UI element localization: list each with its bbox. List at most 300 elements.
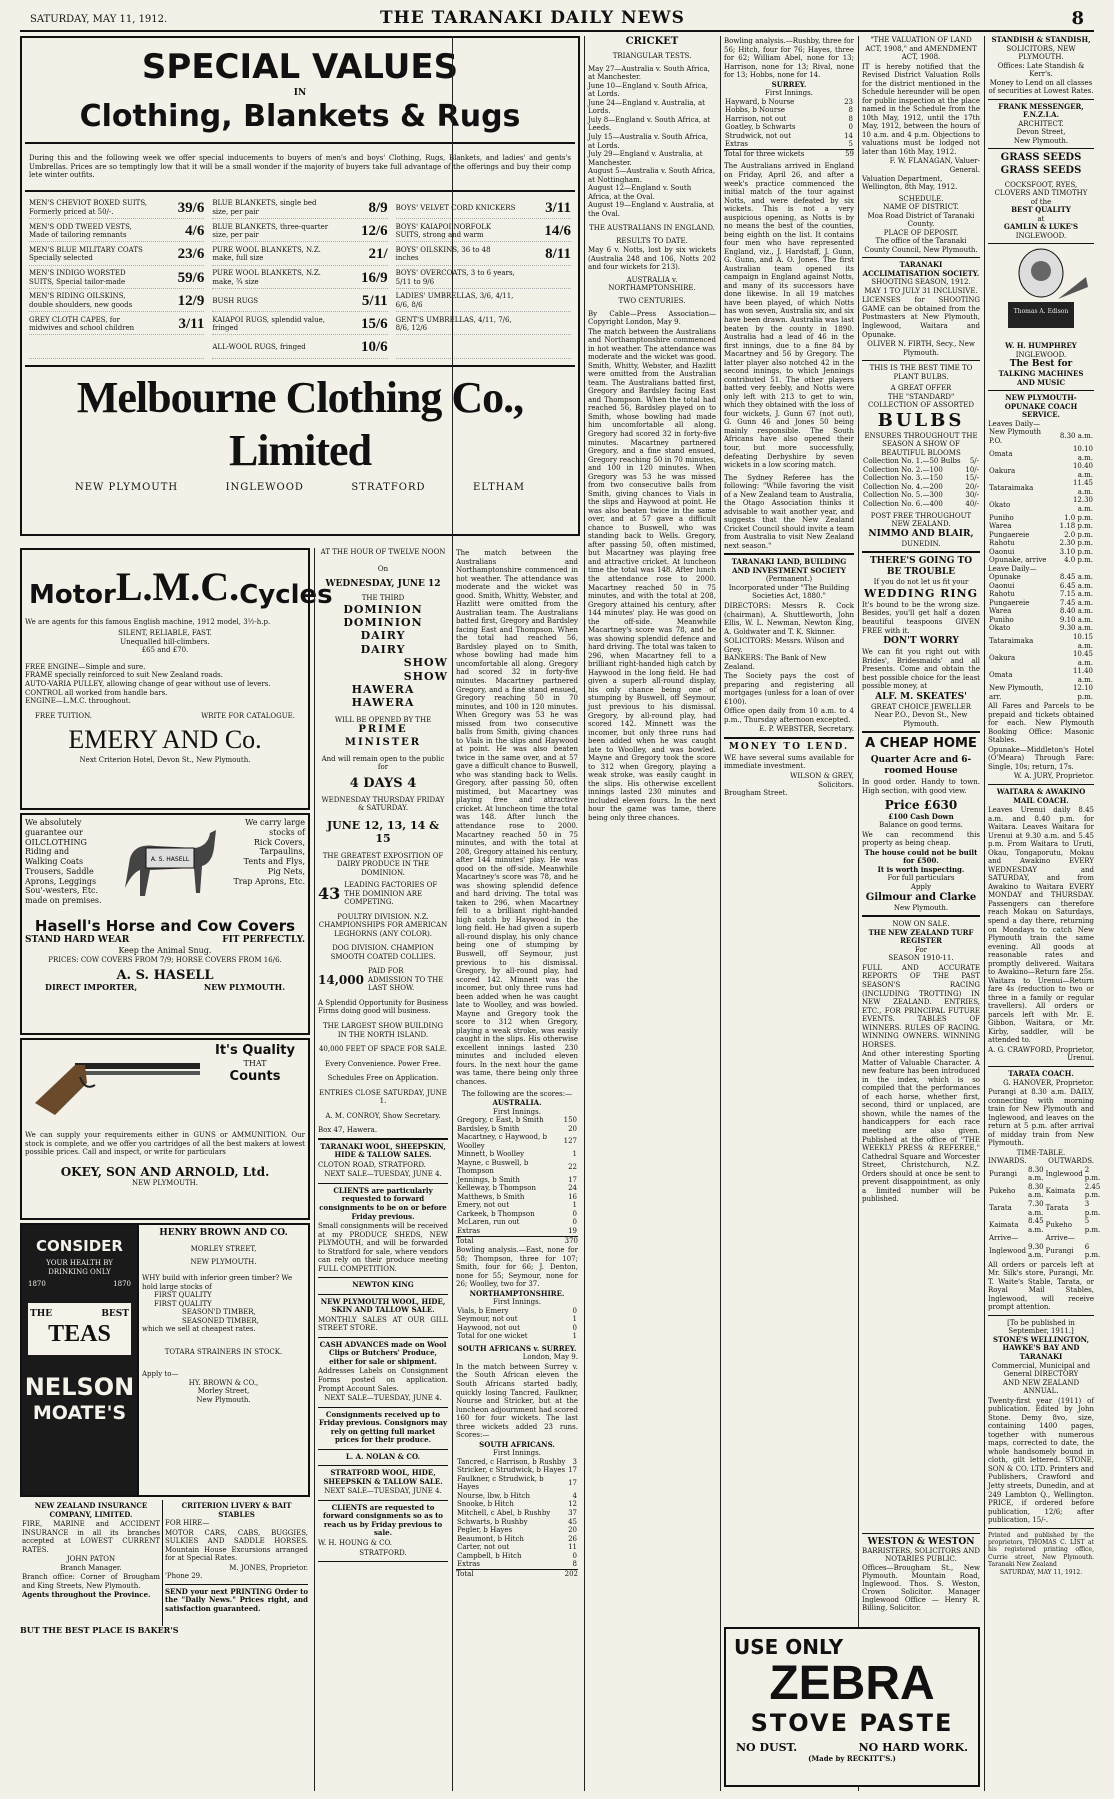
score-row: [724, 132, 854, 141]
bulbs-lead: THIS IS THE BEST TIME TO PLANT BULBS.: [869, 364, 973, 381]
tarata-cell: Purangi: [1045, 1246, 1074, 1255]
price-list-item: [396, 221, 571, 242]
item-name: BOYS' VELVET CORD KNICKERS: [395, 203, 516, 212]
score-row: [988, 522, 1094, 531]
batsman: Oakura: [989, 654, 1016, 663]
score-row: [456, 1500, 578, 1509]
dairy-entries: ENTRIES CLOSE SATURDAY, JUNE 1.: [319, 1088, 447, 1106]
runs: 127: [563, 1137, 577, 1146]
hasell-town: NEW PLYMOUTH.: [203, 982, 285, 993]
fixture-item: May 27—Australia v. South Africa, at Manchester.: [588, 64, 710, 82]
batsman: Minnett, b Woolley: [457, 1150, 525, 1159]
batsman: Oaonui: [989, 547, 1015, 556]
score-row: [456, 1218, 578, 1227]
batsman: Jennings, b Smith: [457, 1175, 520, 1184]
runs: 17: [568, 1466, 577, 1475]
score-row: [988, 514, 1094, 523]
item-price: 16/9: [360, 269, 388, 286]
acclim-season: SHOOTING SEASON, 1912.: [871, 278, 971, 287]
australia-total-label: Total: [456, 1236, 474, 1245]
runs: 2.30 p.m.: [1059, 539, 1093, 548]
standish-money: Money to Lend on all classes of securities at Lowest Rates.: [988, 78, 1094, 96]
cricket-sa-team: SOUTH AFRICANS.: [479, 1439, 555, 1449]
price-list-item: [396, 268, 571, 289]
score-row: [988, 556, 1094, 565]
score-row: [988, 479, 1094, 496]
awakino-text: Leaves Urenui daily 8.45 a.m. and 8.40 p.m. for Waitara. Leaves Waitara for Urenui at 9.30 a.m. and 5.45 p.m. From Waitara to Uruti, Okau, Tongaporutu, Mokau and Awakino EVERY WEDNESDAY and SATURDAY, and from Awakino to Waitara EVERY MONDAY and THURSDAY. Passengers can therefore reach Mokau on Saturdays, spend a day there, returning on Mondays to catch New Plymouth train the same evening. All goods at reasonable rates and promptly delivered. Waitara to Awakino—Return fare 25s. Waitara to Urenui—Return fare 4s (reduction to two or three in a family or regular travellers). All orders or parcels left with Mr. E. Gibbon, Waitara, or Mr. Kirby, saddler, will be attended to.: [988, 806, 1094, 1045]
bulbs-post: POST FREE THROUGHOUT NEW ZEALAND.: [870, 511, 972, 529]
home-apply: For full particulars: [887, 874, 955, 883]
runs: 1.0 p.m.: [1064, 513, 1093, 522]
fixture-item: August 5—Australia v. South Africa, at Nottingham.: [588, 167, 716, 184]
sydney-referee-note: The Sydney Referee has the following: "While favoring the visit of a New Zealand team to Australia, the Otago Association thinks it advisable to wait another year, and suggests that the New Zealand Cricket Council should invite a team from Australia to visit New Zealand next season.": [724, 473, 854, 550]
newspaper-title: THE TARANAKI DAILY NEWS: [380, 8, 685, 28]
lmc-motor-cycles-ad: [20, 548, 333, 810]
runs: 8: [848, 114, 853, 123]
runs: 8.40 a.m.: [1059, 607, 1093, 616]
south-africans-scorecard: [456, 1458, 578, 1569]
dairy-weekdays: WEDNESDAY THURSDAY FRIDAY & SATURDAY.: [321, 795, 445, 813]
item-name: KAIAPOI RUGS, splendid value, fringed: [212, 315, 325, 333]
price-list-item: [212, 198, 387, 219]
wool-sale-title: Consignments received up to Friday previous. Consignors may rely on getting full market prices for their produce.: [318, 1409, 448, 1445]
money-firm: WILSON & GREY,: [790, 772, 854, 780]
special-values-price-list: [29, 198, 571, 359]
weston-ad: [862, 1530, 980, 1622]
runs: 10/-: [965, 465, 979, 474]
batsman: Snooke, b Hitch: [457, 1500, 514, 1509]
score-row: [456, 1324, 578, 1333]
cricket-column-2: [724, 36, 854, 1791]
grass-line-2: GRASS SEEDS: [1000, 164, 1082, 176]
hasell-stock-list: [225, 818, 305, 913]
melbourne-branches: [25, 478, 575, 498]
dairy-dates: JUNE 12, 13, 14 & 15: [326, 818, 440, 846]
notices-column: [862, 36, 980, 1791]
messenger-street: Devon Street,: [1016, 128, 1066, 137]
okey-text: We can supply your requirements either in GUNS or AMMUNITION. Our stock is complete, and we offer you cartridges of all the best makers at lowest possible prices. Call and inspect, or write for particulars: [25, 1131, 305, 1157]
coach-return-timetable: [988, 573, 1094, 701]
cricket-team-australia: AUSTRALIA.: [492, 1098, 542, 1107]
score-row: [862, 483, 980, 492]
runs: 3: [572, 1457, 577, 1466]
lmc-brand: L.M.C.: [115, 564, 240, 609]
score-row: [456, 1315, 578, 1324]
runs: 0: [572, 1551, 577, 1560]
score-row: [862, 491, 980, 500]
hasell-oilclothing-list: [25, 818, 105, 913]
lmc-feature-2: Unequalled hill-climbers.: [120, 637, 210, 646]
teas-best: BEST: [101, 1308, 129, 1319]
runs: 20: [568, 1526, 577, 1535]
home-company: Gilmour and Clarke: [865, 891, 977, 903]
awakino-title: WAITARA & AWAKINO MAIL COACH.: [996, 787, 1086, 805]
valuation-district-label: NAME OF DISTRICT.: [883, 203, 959, 212]
lmc-detail: AUTO-VARIA PULLEY, allowing change of gear without use of levers.: [25, 679, 271, 688]
batsman: Strudwick, not out: [725, 131, 792, 140]
tarata-cell: 2.45 p.m.: [1084, 1182, 1101, 1200]
zebra-stove-paste-ad: [724, 1627, 980, 1787]
valuation-title: "THE VALUATION OF LAND ACT, 1908," and AMENDMENT ACT, 1908.: [865, 36, 977, 62]
hasell-right-line: We carry large stocks of: [245, 818, 305, 837]
turf-for: For: [914, 945, 928, 954]
batsman: Extras: [725, 140, 748, 149]
runs: 10.45 a.m.: [1072, 650, 1093, 667]
score-row: [456, 1125, 578, 1134]
taranaki-land-perm: (Permanent.): [765, 575, 813, 584]
wool-sale-title: NEWTON KING: [352, 1280, 414, 1290]
item-name: LADIES' UMBRELLAS, 3/6, 4/11, 6/6, 8/6: [395, 292, 514, 309]
tarata-cell: Arrive—: [989, 1234, 1019, 1243]
edison-music: AND MUSIC: [1016, 377, 1066, 387]
tarata-cell: Tarata: [1045, 1204, 1069, 1213]
price-list-item: [212, 268, 387, 289]
fixture-item: July 8—England v. South Africa, at Leeds.: [588, 115, 711, 133]
runs: 15/-: [965, 474, 979, 483]
okey-company: OKEY, SON AND ARNOLD, Ltd.: [60, 1164, 270, 1179]
horse-cover-label: A. S. HASELL: [150, 856, 190, 863]
wool-sale-divider: [318, 1337, 448, 1338]
sa-total-label: Total: [456, 1569, 474, 1578]
hasell-right-line: Rick Covers,: [253, 837, 305, 847]
wool-sale-title: TARANAKI WOOL, SHEEPSKIN, HIDE & TALLOW SALES.: [320, 1141, 446, 1160]
cricket-byline: By Cable—Press Association—Copyright London, May 9.: [588, 309, 716, 327]
score-row: [456, 1332, 578, 1341]
henry-brown-signer-town: New Plymouth.: [196, 1395, 251, 1404]
dairy-title-line: HAWERA: [351, 683, 415, 696]
item-name: MEN'S RIDING OILSKINS, double shoulders, new goods: [29, 292, 133, 309]
branch-new-plymouth: NEW PLYMOUTH: [75, 482, 179, 494]
wool-sale-notice: [318, 1341, 448, 1403]
home-sold: The house could not be built for £500.: [864, 847, 978, 866]
zebra-no-work: NO HARD WORK.: [858, 1741, 968, 1754]
batsman: Puniho: [989, 615, 1014, 624]
score-row: [456, 1116, 578, 1125]
batsman: Emery, not out: [457, 1201, 510, 1210]
item-name: BOYS' OILSKINS, 36 to 48 inches: [395, 245, 491, 263]
skeates-shop: GREAT CHOICE JEWELLER: [870, 702, 972, 711]
batsman: New Plymouth P.O.: [989, 428, 1042, 445]
dairy-title-line: DAIRY: [360, 629, 406, 643]
sa-total: 202: [564, 1569, 578, 1578]
messenger-name: FRANK MESSENGER, F.N.Z.I.A.: [998, 101, 1084, 120]
price-list-item: [396, 244, 571, 265]
item-price: 10/6: [360, 339, 388, 356]
runs: 150: [563, 1116, 577, 1125]
directory-title: STONE'S WELLINGTON, HAWKE'S BAY AND TARANAKI: [992, 1334, 1090, 1361]
batsman: Pungaereie: [989, 598, 1030, 607]
tarata-row: [988, 1183, 1101, 1200]
coach-parcels: All Fares and Parcels to be prepaid and tickets obtained for each. New Plymouth Booking Office: Masonic Stables.: [988, 702, 1094, 745]
tarata-row: [988, 1200, 1101, 1217]
batsman: Collection No. 1.—50 Bulbs: [863, 457, 961, 466]
test-fixtures-list: [588, 65, 716, 219]
batsman: Hobbs, b Nourse: [725, 106, 785, 115]
imprint-date: SATURDAY, MAY 11, 1912.: [999, 1569, 1083, 1577]
dairy-title-line: DOMINION: [343, 602, 423, 616]
hasell-name: A. S. HASELL: [116, 967, 214, 983]
tarata-cell: Kaimata: [1045, 1187, 1076, 1196]
dairy-space: 40,000 FEET OF SPACE FOR SALE.: [318, 1045, 448, 1054]
score-row: [456, 1526, 578, 1535]
teas-nelson: NELSON: [24, 1373, 135, 1402]
dairy-on: On: [377, 564, 389, 573]
turf-sale: NOW ON SALE.: [892, 920, 950, 929]
emery-address: Next Criterion Hotel, Devon St., New Plymouth.: [79, 755, 251, 764]
branch-stratford: STRATFORD: [351, 482, 426, 494]
taranaki-land-title: TARANAKI LAND, BUILDING AND INVESTMENT SOCIETY: [731, 557, 847, 575]
score-row: [456, 1543, 578, 1552]
runs: 40/-: [965, 499, 979, 508]
score-row: [988, 548, 1094, 557]
skeates-name: ALF. M. SKEATES': [875, 691, 967, 702]
batsman: Collection No. 4.—200: [863, 482, 943, 491]
item-price: 39/6: [177, 199, 205, 216]
surrey-bowling: Bowling analysis.—Rushby, three for 56; Hitch, four for 76; Hayes, three for 62; William Abel, none for 13; Harrison, none for 13; Rival, none for 13; Hobbs, none for 14.: [724, 37, 854, 80]
edison-talking: TALKING MACHINES: [998, 369, 1084, 379]
batsman: Faulkner, c Strudwick, b Hayes: [457, 1474, 544, 1492]
surrey-innings: First Innings.: [765, 89, 813, 98]
wool-sale-next: NEXT SALE—TUESDAY, JUNE 4.: [324, 1394, 442, 1403]
item-name: MEN'S CHEVIOT BOXED SUITS, Formerly priced at 50/-.: [29, 199, 148, 216]
item-price: 21/: [368, 246, 388, 263]
horse-cover-illustration: [110, 818, 220, 913]
grass-at: at: [1037, 214, 1045, 223]
edison-label: Thomas A. Edison: [1013, 308, 1069, 316]
tarata-cell: 2 p.m.: [1084, 1165, 1101, 1183]
bulbs-town: DUNEDIN.: [901, 539, 941, 548]
grass-company: GAMLIN & LUKE'S: [1003, 222, 1079, 232]
cycles-word: Cycles: [239, 580, 333, 611]
home-text: In good order. Handy to town. High section, with good view.: [862, 778, 980, 795]
runs: 3.10 p.m.: [1059, 547, 1093, 556]
batsman: Tancred, c Harrison, b Rushby: [457, 1457, 566, 1466]
score-row: [988, 428, 1094, 445]
taranaki-land-bankers: BANKERS: The Bank of New Zealand.: [724, 654, 827, 671]
runs: 17: [568, 1479, 577, 1488]
home-terms: Balance on good terms.: [879, 821, 963, 830]
score-row: [724, 140, 854, 149]
home-sub: Quarter Acre and 6-roomed House: [870, 755, 972, 777]
wool-sale-notice: [318, 1411, 448, 1445]
surrey-team: SURREY.: [771, 79, 807, 89]
criterion-lines: MOTOR CARS, CABS, BUGGIES, SULKIES AND SADDLE HORSES. Mountain House Excursions arranged for at Special Rates.: [165, 1528, 308, 1563]
wool-sale-divider: [318, 1294, 448, 1295]
bulbs-offer: A GREAT OFFER: [890, 384, 952, 393]
runs: 8.45 a.m.: [1059, 573, 1093, 582]
criterion-for-hire: FOR HIRE—: [165, 1519, 210, 1528]
standish-title: STANDISH & STANDISH,: [991, 35, 1091, 44]
score-row: [456, 1458, 578, 1467]
item-name: BUSH RUGS: [212, 296, 259, 305]
price-list-item: [29, 314, 204, 335]
wool-sales-list: [318, 1143, 448, 1562]
standish-offices: Offices: Late Standish & Kerr's.: [997, 61, 1085, 79]
runs: 1: [572, 1315, 577, 1324]
item-name: BLUE BLANKETS, three-quarter size, per pair: [212, 222, 329, 240]
taranaki-land-solicitors: SOLICITORS: Messrs. Wilson and Grey.: [724, 637, 845, 654]
money-text: WE have several sums available for immediate investment.: [724, 753, 854, 771]
fixture-item: June 10—England v. South Africa, at Lords.: [588, 81, 708, 99]
edison-best: The Best for: [1009, 359, 1073, 370]
standish-role: SOLICITORS, NEW PLYMOUTH.: [1006, 44, 1076, 62]
hasell-keep: Keep the Animal Snug.: [118, 946, 212, 956]
item-price: 15/6: [360, 316, 388, 333]
dairy-opened: WILL BE OPENED BY THE: [334, 715, 432, 724]
score-row: [456, 1492, 578, 1501]
wool-sale-divider: [318, 1449, 448, 1450]
wool-sale-notice: [318, 1281, 448, 1290]
score-row: [456, 1133, 578, 1150]
money-to-lend-ad: [724, 742, 854, 798]
tarata-cell: 6 p.m.: [1084, 1242, 1101, 1260]
runs: 12: [568, 1500, 577, 1509]
batsman: Carkeek, b Thompson: [457, 1209, 535, 1218]
dairy-every: Every Convenience. Power Free.: [325, 1059, 441, 1068]
okey-guns-ad: [20, 1038, 310, 1220]
tarata-cell: 3 p.m.: [1084, 1199, 1101, 1217]
runs: 7.45 a.m.: [1059, 598, 1093, 607]
cricket-innings-2: First Innings.: [493, 1298, 541, 1307]
tarata-row: [988, 1166, 1101, 1183]
hasell-left-line: Trousers, Saddle: [25, 866, 94, 876]
okey-that: THAT: [243, 1058, 267, 1068]
cricket-subtitle: TRIANGULAR TESTS.: [612, 52, 692, 61]
zebra-product: STOVE PASTE: [750, 1709, 954, 1737]
valuation-text: IT is hereby notified that the Revised District Valuation Rolls for the district mentioned in the Schedule hereunder will be open for public inspection at the place named in the Schedule from the 10th May, 1912, until the 17th May, 1912, between the hours of 10 a.m. and 4 p.m. Objections to valuations must be lodged not later than 16th May, 1912.: [862, 62, 980, 156]
tarata-cell: Pukeho: [989, 1187, 1016, 1196]
bulbs-ensures: ENSURES THROUGHOUT THE SEASON A SHOW OF BEAUTIFUL BLOOMS: [864, 431, 978, 457]
batsman: Mitchell, c Abel, b Rushby: [457, 1508, 551, 1517]
price-list-item: [396, 314, 571, 335]
tarata-orders: All orders or parcels left at Mr. Silk's store, Purangi, Mr. T. Waite's Stable, Tarata, or Royal Mail Stables, Inglewood, will receive prompt attention.: [988, 1260, 1094, 1312]
dairy-title-line: DAIRY: [360, 642, 406, 656]
price-list-item: [212, 221, 387, 242]
runs: 6.45 a.m.: [1059, 581, 1093, 590]
item-price: 59/6: [177, 269, 205, 286]
runs: 0: [572, 1209, 577, 1218]
emery-company: EMERY AND Co.: [68, 725, 262, 755]
dairy-poultry: POULTRY DIVISION. N.Z. CHAMPIONSHIPS FOR AMERICAN LEGHORNS (ANY COLOR).: [318, 912, 448, 938]
tarata-cell: Pukeho: [1045, 1221, 1072, 1230]
wool-sale-notice: [318, 1504, 448, 1557]
cricket-column-lower: [456, 548, 578, 1791]
score-row: [456, 1150, 578, 1159]
price-list-item: [212, 314, 387, 335]
batsman: Puniho: [989, 513, 1014, 522]
price-list-item: [29, 268, 204, 289]
price-list-item: [29, 198, 204, 219]
item-price: 12/6: [360, 222, 388, 239]
score-row: [456, 1560, 578, 1569]
runs: 1: [572, 1201, 577, 1210]
imprint-text: Printed and published by the proprietors, THOMAS C. LIST at his registered printing office, Currie street, New Plymouth. Taranaki New Zealand: [988, 1531, 1094, 1568]
dairy-largest: THE LARGEST SHOW BUILDING IN THE NORTH ISLAND.: [322, 1022, 444, 1039]
runs: 45: [568, 1517, 577, 1526]
coach-connection: Opunake—Middleton's Hotel (O'Meara) Through Fare: Single, 10s; return, 17s.: [988, 745, 1094, 771]
runs: 1: [572, 1332, 577, 1341]
zebra-no-dust: NO DUST.: [736, 1741, 798, 1754]
batsman: Rahotu: [989, 539, 1015, 548]
wool-sale-next: NEXT SALE—TUESDAY, JUNE 4.: [324, 1170, 442, 1179]
wool-sale-divider: [318, 1561, 448, 1562]
messenger-role: ARCHITECT.: [1018, 119, 1064, 128]
item-name: MEN'S INDIGO WORSTED SUITS, Special tailor-made: [29, 269, 126, 286]
runs: 4.0 p.m.: [1064, 556, 1093, 565]
dairy-date: WEDNESDAY, JUNE 12: [325, 579, 441, 590]
branch-inglewood: INGLEWOOD: [225, 482, 304, 494]
henry-brown-strainers: TOTARA STRAINERS IN STOCK.: [164, 1347, 283, 1356]
fixture-item: July 15—Australia v. South Africa, at Lords.: [588, 132, 709, 150]
tarata-cell: Inglewood: [1045, 1170, 1083, 1179]
wool-sale-place: W. H. HOUNG & CO.: [318, 1538, 393, 1547]
item-name: PURE WOOL BLANKETS, N.Z. make, ¾ size: [212, 269, 321, 286]
skeates-address: Near P.O., Devon St., New Plymouth.: [874, 711, 968, 728]
item-price: 5/11: [361, 292, 388, 309]
runs: 5: [848, 140, 853, 149]
batsman: Okato: [989, 500, 1011, 509]
score-row: [988, 496, 1094, 513]
price-list-item: [212, 337, 387, 358]
cricket-tour: THE AUSTRALIANS IN ENGLAND.: [589, 224, 715, 233]
hasell-left-line: made on premises.: [25, 896, 102, 905]
teas-and-timber-row: [20, 1223, 310, 1497]
batsman: Macartney, c Haywood, b Woolley: [457, 1133, 547, 1150]
motor-word: Motor: [29, 580, 116, 611]
item-price: 8/11: [545, 246, 571, 263]
bulbs-collection: THE "STANDARD" COLLECTION OF ASSORTED: [867, 392, 974, 410]
okey-town: NEW PLYMOUTH.: [132, 1179, 198, 1188]
batsman: Goatley, b Schwarts: [725, 123, 796, 132]
batsman: Pungaereie: [989, 530, 1030, 539]
fixture-item: August 19—England v. Australia, at the Oval.: [588, 201, 714, 218]
skeates-text-3: We can fit you right out with Brides', Bridesmaids' and all Presents. Come and obtain the best possible choice for the least possible money, at: [862, 648, 980, 691]
item-name: GREY CLOTH CAPES, for midwives and school children: [29, 315, 135, 333]
wool-sale-title: NEW PLYMOUTH WOOL, HIDE, SKIN AND TALLOW SALE.: [320, 1296, 446, 1315]
coach-return-leaves: Leave Daily—: [988, 564, 1037, 573]
wool-sale-divider: [318, 1183, 448, 1184]
northamptonshire-scorecard: [456, 1307, 578, 1341]
cricket-report-continued: The match between the Australians and Northamptonshire commenced in hot weather. The attendance was moderate and the wicket was good. Smith, Whitty, Webster, and Hazlitt were omitted from the Australian team. The Australians batted first, Gregory and Bardsley facing East and Thompson. When the total had reached 56, Bardsley played on to Smith, whose bowling had made him uncomfortable all along. Gregory had scored 32 in forty-five minutes. Macartney partnered Gregory, and a fine stand ensued, Gregory reaching 50 in 70 minutes, and 100 in 120 minutes. When Gregory was 53 he was missed from two consecutive balls from Smith, giving chances to Vials in the slips and Haywood at point. He was also beaten twice in the same over, and at 57 gave a difficult chance to Buswell, who was standing back to Wells. Gregory, after passing 50, often mistimed, but Macartney was playing free and attractive cricket. At luncheon time the total was 148. After lunch the attendance rose to 2000. Macartney reached 50 in 75 minutes, and with the total at 208, Gregory attained his century, after 144 minutes' play. He was good on the off-side. Meanwhile Macartney's score was 78, and he was showing splendid defence and hard driving. The total was taken to 296, when Macartney fell to a brilliant right-handed high catch by Haywood in the long field. He had given a superb all-round display, his only chance being one of stumping by Buswell, off Seymour, just previous to his dismissal. Gregory, by all-round play, had scored 142. Minnett was the incomer, but only three runs had been added when he was caught late to Woolley, and was bowled. Mayne and Gregory took the score to 312 when Gregory, playing a weak stroke, was easily caught in the slips. His otherwise excellent innings lasted 230 minutes and included eleven fours. In the next hour the game was tame, there being only three chances.: [456, 549, 578, 1086]
edison-phonograph-illustration: [988, 247, 1094, 339]
bulb-collections: [862, 457, 980, 508]
valuation-signer: F. W. FLANAGAN, Valuer-General.: [889, 157, 980, 174]
dairy-schedules: Schedules Free on Application.: [327, 1074, 439, 1083]
item-price: 8/9: [368, 199, 388, 216]
score-row: [456, 1184, 578, 1193]
directory-note: [To be published in September, 1911.]: [1007, 1318, 1075, 1336]
henry-brown-line: FIRST QUALITY: [154, 1291, 212, 1300]
score-row: [862, 466, 980, 475]
batsman: Harrison, not out: [725, 114, 787, 123]
runs: 1.18 p.m.: [1059, 522, 1093, 531]
batsman: Stricker, c Strudwick, b Hayes: [457, 1466, 566, 1475]
fixture-item: August 12—England v. South Africa, at the Oval.: [588, 184, 692, 201]
runs: 16: [568, 1192, 577, 1201]
wool-sale-next: NEXT SALE—TUESDAY, JUNE 4.: [324, 1487, 442, 1496]
score-row: [456, 1509, 578, 1518]
surrey-total-label: Total for three wickets: [724, 149, 805, 158]
lmc-feature-3: £65 and £70.: [141, 646, 189, 655]
turf-title: THE NEW ZEALAND TURF REGISTER: [868, 927, 974, 946]
cricket-team-northamptonshire: NORTHAMPTONSHIRE.: [469, 1288, 565, 1298]
score-row: [456, 1475, 578, 1492]
item-price: 12/9: [177, 292, 205, 309]
tarata-row: [988, 1234, 1101, 1243]
cricket-match: AUSTRALIA v. NORTHAMPTONSHIRE.: [608, 275, 696, 293]
score-row: [456, 1210, 578, 1219]
weston-title: WESTON & WESTON: [867, 1537, 975, 1547]
